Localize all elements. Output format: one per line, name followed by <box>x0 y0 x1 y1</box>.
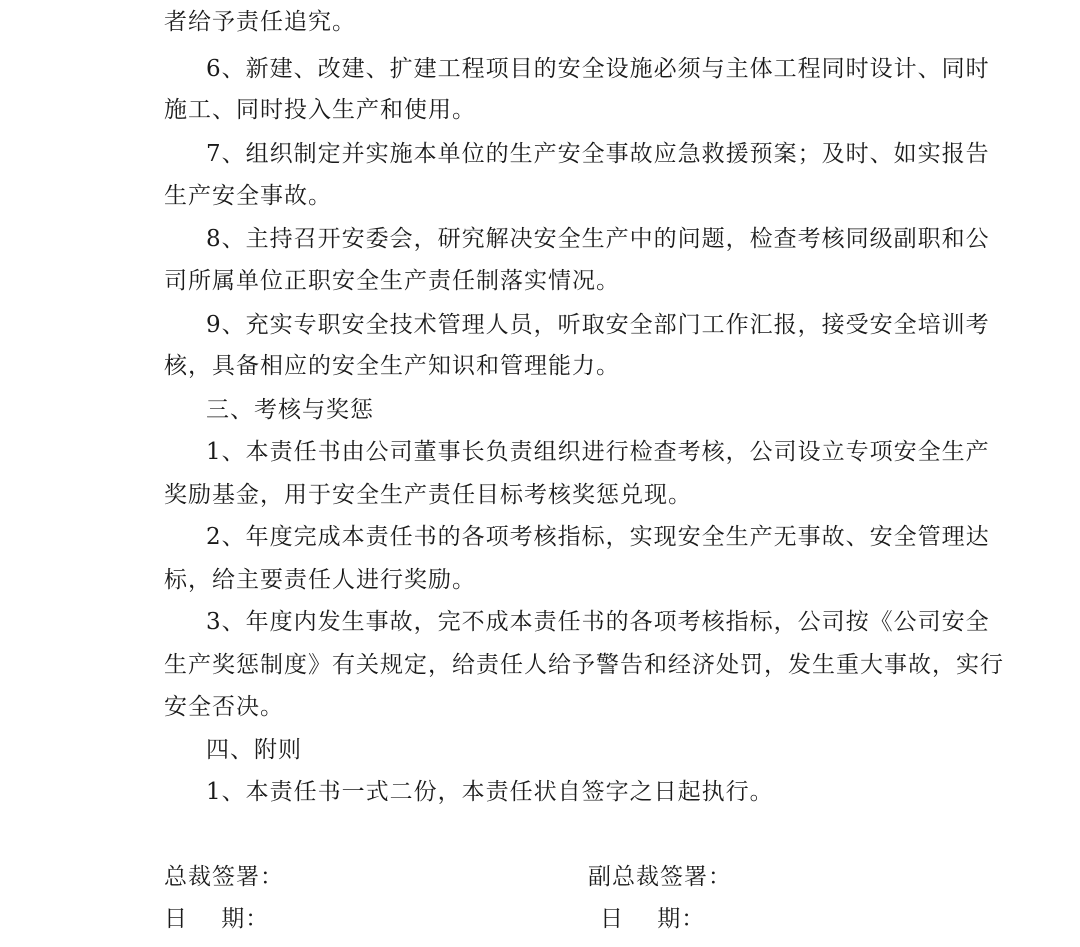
vice-president-signature-label: 副总裁签署： <box>588 864 732 890</box>
paragraph-line: 司所属单位正职安全生产责任制落实情况。 <box>164 268 620 294</box>
paragraph-line: 生产奖惩制度》有关规定，给责任人给予警告和经济处罚，发生重大事故，实行 <box>164 652 1004 678</box>
paragraph-line: 6、新建、改建、扩建工程项目的安全设施必须与主体工程同时设计、同时 <box>206 56 990 82</box>
section-heading: 四、附则 <box>206 737 302 763</box>
paragraph-line: 者给予责任追究。 <box>164 9 356 35</box>
paragraph-line: 施工、同时投入生产和使用。 <box>164 97 476 123</box>
paragraph-line: 生产安全事故。 <box>164 183 332 209</box>
paragraph-line: 核，具备相应的安全生产知识和管理能力。 <box>164 353 620 379</box>
paragraph-line: 1、本责任书由公司董事长负责组织进行检查考核，公司设立专项安全生产 <box>206 439 990 465</box>
paragraph-line: 8、主持召开安委会，研究解决安全生产中的问题，检查考核同级副职和公 <box>206 226 990 252</box>
paragraph-line: 标，给主要责任人进行奖励。 <box>164 567 476 593</box>
paragraph-line: 7、组织制定并实施本单位的生产安全事故应急救援预案；及时、如实报告 <box>206 141 990 167</box>
paragraph-line: 1、本责任书一式二份，本责任状自签字之日起执行。 <box>206 779 774 805</box>
date-right-label: 日 期： <box>600 906 706 932</box>
president-signature-label: 总裁签署： <box>164 864 284 890</box>
paragraph-line: 3、年度内发生事故，完不成本责任书的各项考核指标，公司按《公司安全 <box>206 609 990 635</box>
paragraph-line: 9、充实专职安全技术管理人员，听取安全部门工作汇报，接受安全培训考 <box>206 312 990 338</box>
paragraph-line: 2、年度完成本责任书的各项考核指标，实现安全生产无事故、安全管理达 <box>206 524 990 550</box>
paragraph-line: 奖励基金，用于安全生产责任目标考核奖惩兑现。 <box>164 482 692 508</box>
section-heading: 三、考核与奖惩 <box>206 397 374 423</box>
date-left-label: 日 期： <box>164 906 270 932</box>
paragraph-line: 安全否决。 <box>164 694 284 720</box>
